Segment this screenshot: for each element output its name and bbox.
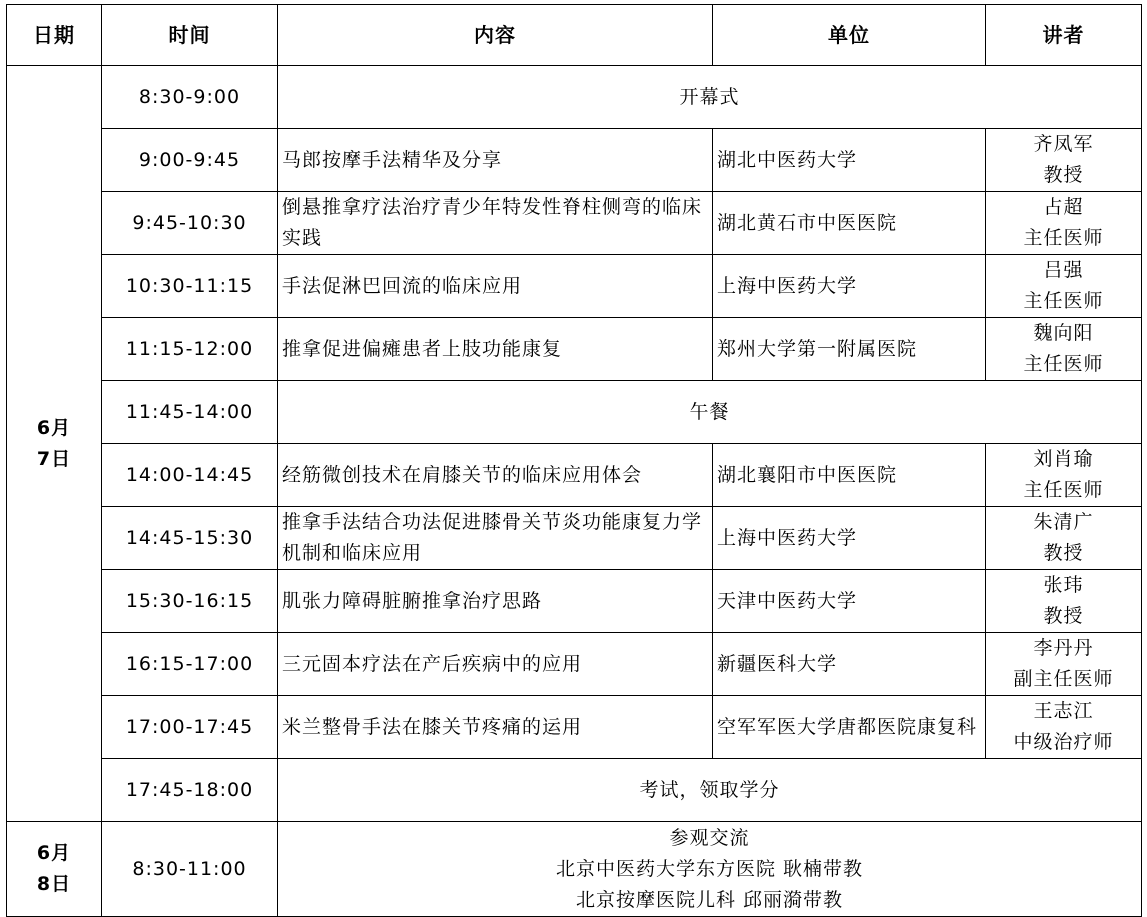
header-speaker: 讲者 (986, 5, 1142, 66)
table-row (7, 822, 1142, 917)
content-cell: 经筋微创技术在肩膝关节的临床应用体会 (278, 444, 713, 507)
session-note (278, 381, 1142, 444)
speaker-name: 朱清广 (1033, 511, 1094, 533)
table-row (7, 129, 1142, 192)
header-content: 内容 (278, 5, 713, 66)
time-cell: 10:30-11:15 (102, 255, 278, 318)
time-cell: 17:45-18:00 (102, 759, 278, 822)
unit-cell: 新疆医科大学 (713, 633, 986, 696)
table-row (7, 507, 1142, 570)
time-cell: 8:30-9:00 (102, 66, 278, 129)
time-cell: 11:45-14:00 (102, 381, 278, 444)
content-cell: 手法促淋巴回流的临床应用 (278, 255, 713, 318)
speaker-cell (986, 570, 1142, 633)
table-row (7, 66, 1142, 129)
speaker-name: 占超 (1043, 196, 1084, 218)
table-row (7, 759, 1142, 822)
unit-cell: 天津中医药大学 (713, 570, 986, 633)
time-cell: 15:30-16:15 (102, 570, 278, 633)
table-row (7, 318, 1142, 381)
session-note-line: 北京按摩医院儿科 邱丽漪带教 (575, 888, 844, 911)
schedule-table (6, 4, 1142, 917)
speaker-title: 教授 (1043, 605, 1084, 627)
content-cell: 三元固本疗法在产后疾病中的应用 (278, 633, 713, 696)
table-row (7, 381, 1142, 444)
time-cell: 16:15-17:00 (102, 633, 278, 696)
speaker-cell (986, 192, 1142, 255)
speaker-name: 吕强 (1043, 259, 1084, 281)
speaker-name: 刘肖瑜 (1033, 448, 1094, 470)
speaker-cell (986, 633, 1142, 696)
header-unit: 单位 (713, 5, 986, 66)
unit-cell: 湖北黄石市中医医院 (713, 192, 986, 255)
unit-cell: 郑州大学第一附属医院 (713, 318, 986, 381)
time-cell: 14:00-14:45 (102, 444, 278, 507)
session-note-line: 北京中医药大学东方医院 耿楠带教 (555, 857, 864, 880)
speaker-title: 副主任医师 (1013, 668, 1114, 690)
speaker-title: 教授 (1043, 542, 1084, 564)
content-cell: 肌张力障碍脏腑推拿治疗思路 (278, 570, 713, 633)
header-date: 日期 (7, 5, 102, 66)
speaker-name: 魏向阳 (1033, 322, 1094, 344)
unit-cell: 空军军医大学唐都医院康复科 (713, 696, 986, 759)
date-month: 6月 (36, 416, 72, 439)
speaker-name: 齐凤军 (1033, 133, 1094, 155)
content-cell: 米兰整骨手法在膝关节疼痛的运用 (278, 696, 713, 759)
header-row (7, 5, 1142, 66)
content-cell: 推拿促进偏瘫患者上肢功能康复 (278, 318, 713, 381)
time-cell: 9:45-10:30 (102, 192, 278, 255)
session-note-line: 参观交流 (669, 826, 750, 849)
time-cell: 17:00-17:45 (102, 696, 278, 759)
speaker-cell (986, 129, 1142, 192)
unit-cell: 上海中医药大学 (713, 255, 986, 318)
speaker-cell (986, 444, 1142, 507)
speaker-cell (986, 507, 1142, 570)
speaker-name: 张玮 (1043, 574, 1084, 596)
table-row (7, 696, 1142, 759)
time-cell: 9:00-9:45 (102, 129, 278, 192)
speaker-title: 中级治疗师 (1013, 731, 1114, 753)
date-day: 7日 (36, 447, 72, 470)
table-row (7, 255, 1142, 318)
speaker-cell (986, 696, 1142, 759)
date-day: 8日 (36, 873, 72, 895)
date-cell-day1 (7, 66, 102, 822)
session-note-line: 开幕式 (679, 85, 740, 108)
speaker-title: 主任医师 (1023, 479, 1104, 501)
speaker-cell (986, 318, 1142, 381)
date-month: 6月 (36, 842, 72, 864)
speaker-name: 王志江 (1033, 700, 1094, 722)
table-row (7, 633, 1142, 696)
speaker-cell (986, 255, 1142, 318)
unit-cell: 上海中医药大学 (713, 507, 986, 570)
table-row (7, 570, 1142, 633)
header-time: 时间 (102, 5, 278, 66)
unit-cell: 湖北襄阳市中医医院 (713, 444, 986, 507)
session-note-line: 午餐 (689, 400, 730, 423)
session-note (278, 822, 1142, 917)
date-cell-day2 (7, 822, 102, 917)
time-cell: 14:45-15:30 (102, 507, 278, 570)
content-cell: 推拿手法结合功法促进膝骨关节炎功能康复力学机制和临床应用 (278, 507, 713, 570)
content-cell: 马郎按摩手法精华及分享 (278, 129, 713, 192)
speaker-title: 主任医师 (1023, 227, 1104, 249)
table-row (7, 192, 1142, 255)
time-cell: 11:15-12:00 (102, 318, 278, 381)
speaker-name: 李丹丹 (1033, 637, 1094, 659)
speaker-title: 主任医师 (1023, 353, 1104, 375)
speaker-title: 教授 (1043, 164, 1084, 186)
session-note (278, 66, 1142, 129)
table-row (7, 444, 1142, 507)
session-note (278, 759, 1142, 822)
content-cell: 倒悬推拿疗法治疗青少年特发性脊柱侧弯的临床实践 (278, 192, 713, 255)
time-cell: 8:30-11:00 (102, 822, 278, 917)
unit-cell: 湖北中医药大学 (713, 129, 986, 192)
speaker-title: 主任医师 (1023, 290, 1104, 312)
session-note-line: 考试，领取学分 (639, 778, 780, 801)
